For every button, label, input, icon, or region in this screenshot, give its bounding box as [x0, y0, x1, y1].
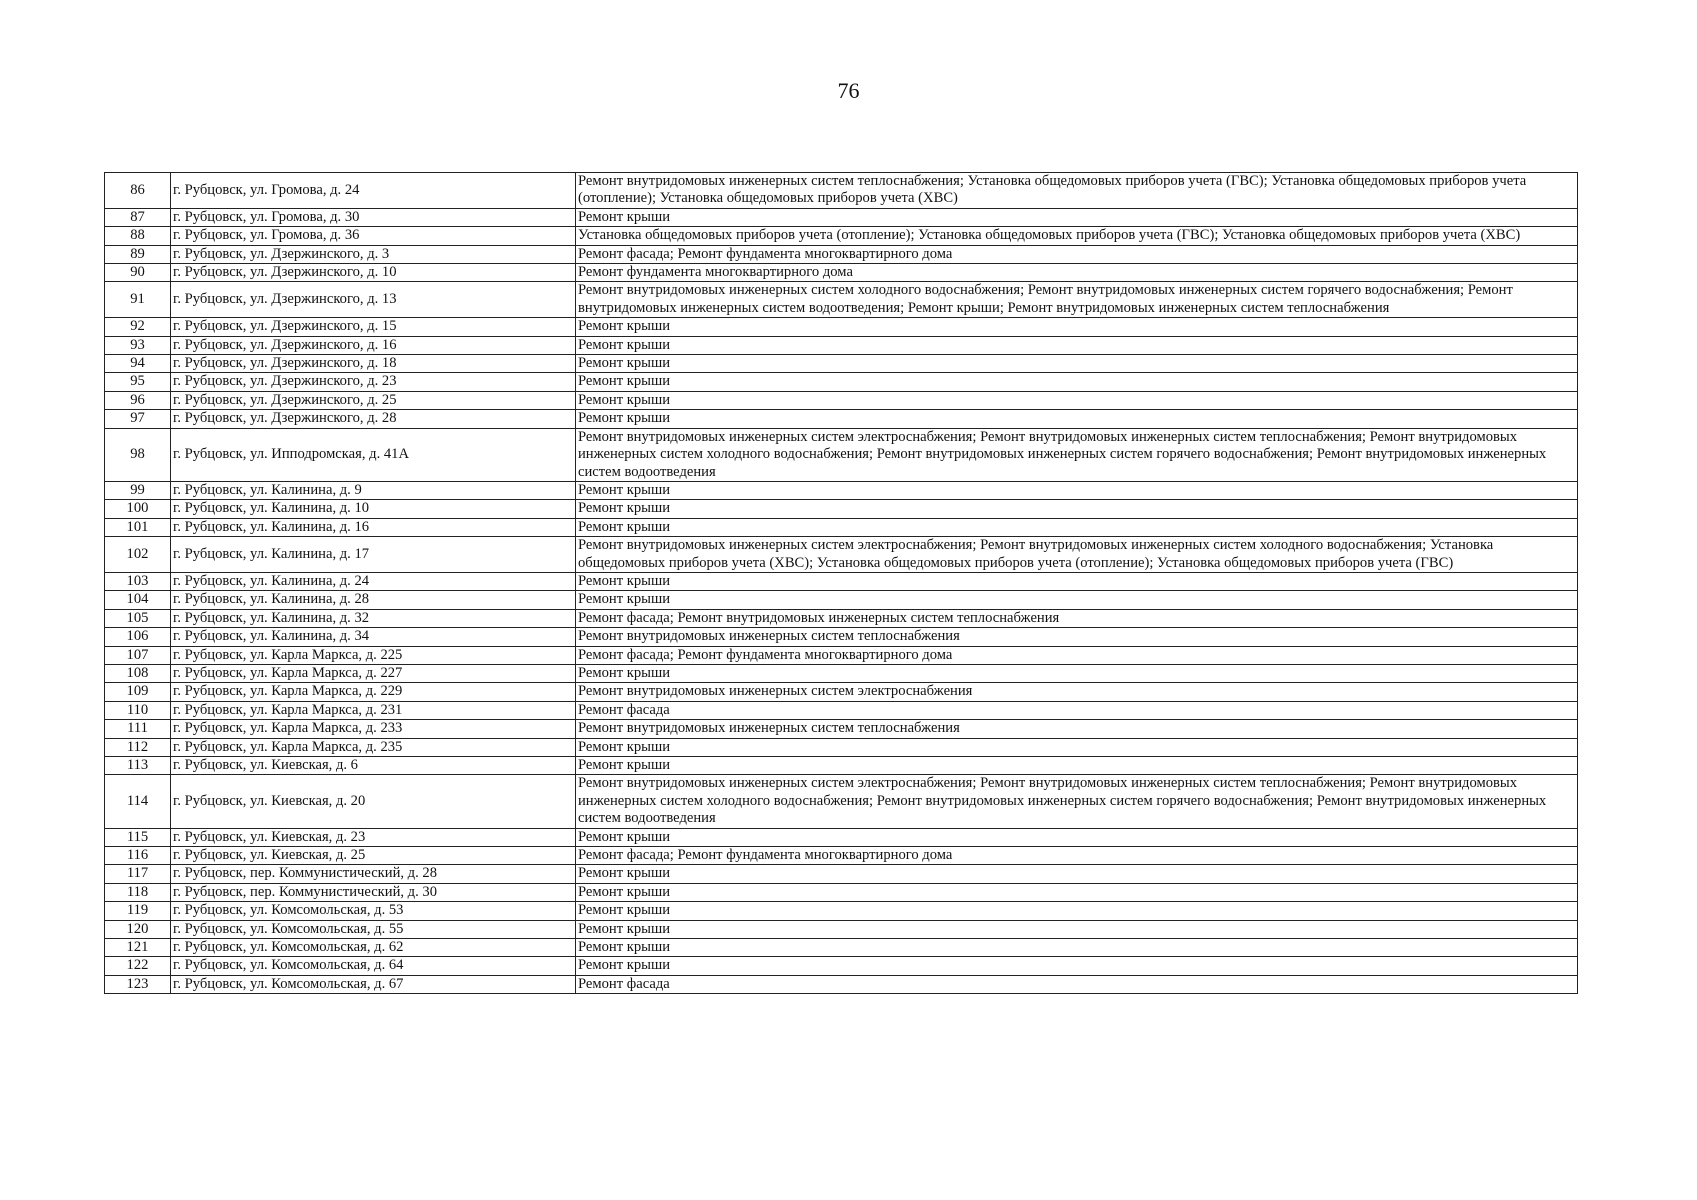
row-number: 123	[105, 975, 171, 993]
repair-works: Ремонт внутридомовых инженерных систем теплоснабжения	[576, 720, 1578, 738]
row-number: 96	[105, 391, 171, 409]
building-address: г. Рубцовск, пер. Коммунистический, д. 30	[171, 883, 576, 901]
building-address: г. Рубцовск, ул. Калинина, д. 10	[171, 500, 576, 518]
repair-works: Ремонт фасада	[576, 701, 1578, 719]
row-number: 116	[105, 847, 171, 865]
building-address: г. Рубцовск, ул. Карла Маркса, д. 227	[171, 664, 576, 682]
building-address: г. Рубцовск, ул. Карла Маркса, д. 235	[171, 738, 576, 756]
repair-works: Ремонт крыши	[576, 373, 1578, 391]
table-row	[105, 173, 1578, 209]
repair-works: Ремонт фасада	[576, 975, 1578, 993]
building-address: г. Рубцовск, ул. Калинина, д. 24	[171, 572, 576, 590]
table-row	[105, 336, 1578, 354]
row-number: 103	[105, 572, 171, 590]
table-body	[105, 173, 1578, 994]
table-row	[105, 847, 1578, 865]
row-number: 89	[105, 245, 171, 263]
repair-works: Ремонт крыши	[576, 664, 1578, 682]
repair-works: Ремонт крыши	[576, 481, 1578, 499]
table-row	[105, 355, 1578, 373]
row-number: 105	[105, 609, 171, 627]
table-row	[105, 902, 1578, 920]
repair-works: Ремонт внутридомовых инженерных систем электроснабжения; Ремонт внутридомовых инженерных систем теплоснабжения; Ремонт внутридомовых инженерных систем холодного водоснабжения; Ремонт внутридомовых инженерных систем горячего водоснабжения; Ремонт внутридомовых инженерных систем водоотведения	[576, 775, 1578, 828]
table-row	[105, 245, 1578, 263]
row-number: 120	[105, 920, 171, 938]
table-row	[105, 609, 1578, 627]
table-row	[105, 628, 1578, 646]
table-row	[105, 391, 1578, 409]
table-row	[105, 775, 1578, 828]
building-address: г. Рубцовск, ул. Киевская, д. 25	[171, 847, 576, 865]
row-number: 92	[105, 318, 171, 336]
building-address: г. Рубцовск, ул. Калинина, д. 9	[171, 481, 576, 499]
repair-works: Ремонт крыши	[576, 336, 1578, 354]
row-number: 109	[105, 683, 171, 701]
building-address: г. Рубцовск, ул. Дзержинского, д. 23	[171, 373, 576, 391]
row-number: 121	[105, 939, 171, 957]
table-row	[105, 537, 1578, 573]
table-row	[105, 957, 1578, 975]
building-address: г. Рубцовск, ул. Ипподромская, д. 41А	[171, 428, 576, 481]
building-address: г. Рубцовск, ул. Дзержинского, д. 25	[171, 391, 576, 409]
table-row	[105, 975, 1578, 993]
row-number: 104	[105, 591, 171, 609]
building-address: г. Рубцовск, ул. Дзержинского, д. 16	[171, 336, 576, 354]
row-number: 115	[105, 828, 171, 846]
row-number: 101	[105, 518, 171, 536]
building-address: г. Рубцовск, ул. Комсомольская, д. 53	[171, 902, 576, 920]
repair-works: Ремонт крыши	[576, 920, 1578, 938]
repair-works: Ремонт фасада; Ремонт фундамента многоквартирного дома	[576, 646, 1578, 664]
table-row	[105, 428, 1578, 481]
building-address: г. Рубцовск, ул. Комсомольская, д. 55	[171, 920, 576, 938]
repair-works: Ремонт крыши	[576, 865, 1578, 883]
row-number: 111	[105, 720, 171, 738]
repair-works: Ремонт крыши	[576, 957, 1578, 975]
table-row	[105, 683, 1578, 701]
repair-works: Ремонт крыши	[576, 391, 1578, 409]
table-row	[105, 664, 1578, 682]
building-address: г. Рубцовск, ул. Калинина, д. 34	[171, 628, 576, 646]
repair-works: Ремонт крыши	[576, 939, 1578, 957]
row-number: 94	[105, 355, 171, 373]
table-row	[105, 518, 1578, 536]
row-number: 108	[105, 664, 171, 682]
repair-works: Ремонт внутридомовых инженерных систем холодного водоснабжения; Ремонт внутридомовых инженерных систем горячего водоснабжения; Ремонт внутридомовых инженерных систем водоотведения; Ремонт крыши; Ремонт внутридомовых инженерных систем теплоснабжения	[576, 282, 1578, 318]
building-address: г. Рубцовск, ул. Громова, д. 30	[171, 208, 576, 226]
table-row	[105, 264, 1578, 282]
building-address: г. Рубцовск, ул. Дзержинского, д. 28	[171, 410, 576, 428]
row-number: 95	[105, 373, 171, 391]
table-row	[105, 701, 1578, 719]
building-address: г. Рубцовск, пер. Коммунистический, д. 28	[171, 865, 576, 883]
row-number: 91	[105, 282, 171, 318]
table-row	[105, 481, 1578, 499]
repair-works: Ремонт крыши	[576, 410, 1578, 428]
row-number: 118	[105, 883, 171, 901]
row-number: 110	[105, 701, 171, 719]
repair-works: Ремонт крыши	[576, 500, 1578, 518]
row-number: 122	[105, 957, 171, 975]
building-address: г. Рубцовск, ул. Дзержинского, д. 18	[171, 355, 576, 373]
table-row	[105, 591, 1578, 609]
building-address: г. Рубцовск, ул. Громова, д. 24	[171, 173, 576, 209]
building-address: г. Рубцовск, ул. Комсомольская, д. 64	[171, 957, 576, 975]
repair-works: Ремонт крыши	[576, 208, 1578, 226]
row-number: 106	[105, 628, 171, 646]
table-row	[105, 208, 1578, 226]
repair-works-table	[104, 172, 1578, 994]
table-row	[105, 757, 1578, 775]
repair-works: Ремонт фасада; Ремонт внутридомовых инженерных систем теплоснабжения	[576, 609, 1578, 627]
row-number: 99	[105, 481, 171, 499]
building-address: г. Рубцовск, ул. Карла Маркса, д. 233	[171, 720, 576, 738]
building-address: г. Рубцовск, ул. Дзержинского, д. 15	[171, 318, 576, 336]
table-row	[105, 373, 1578, 391]
repair-works: Ремонт крыши	[576, 572, 1578, 590]
repair-works: Ремонт внутридомовых инженерных систем электроснабжения; Ремонт внутридомовых инженерных систем холодного водоснабжения; Установка общедомовых приборов учета (ХВС); Установка общедомовых приборов учета (отопление); Установка общедомовых приборов учета (ГВС)	[576, 537, 1578, 573]
building-address: г. Рубцовск, ул. Киевская, д. 6	[171, 757, 576, 775]
row-number: 98	[105, 428, 171, 481]
row-number: 117	[105, 865, 171, 883]
row-number: 112	[105, 738, 171, 756]
repair-works: Ремонт крыши	[576, 591, 1578, 609]
table-row	[105, 646, 1578, 664]
repair-works: Ремонт внутридомовых инженерных систем электроснабжения; Ремонт внутридомовых инженерных систем теплоснабжения; Ремонт внутридомовых инженерных систем холодного водоснабжения; Ремонт внутридомовых инженерных систем горячего водоснабжения; Ремонт внутридомовых инженерных систем водоотведения	[576, 428, 1578, 481]
table-row	[105, 318, 1578, 336]
row-number: 100	[105, 500, 171, 518]
building-address: г. Рубцовск, ул. Комсомольская, д. 67	[171, 975, 576, 993]
repair-works: Ремонт крыши	[576, 518, 1578, 536]
repair-works: Ремонт внутридомовых инженерных систем электроснабжения	[576, 683, 1578, 701]
repair-works: Ремонт внутридомовых инженерных систем теплоснабжения; Установка общедомовых приборов учета (ГВС); Установка общедомовых приборов учета (отопление); Установка общедомовых приборов учета (ХВС)	[576, 173, 1578, 209]
table-row	[105, 738, 1578, 756]
table-row	[105, 883, 1578, 901]
row-number: 87	[105, 208, 171, 226]
building-address: г. Рубцовск, ул. Дзержинского, д. 10	[171, 264, 576, 282]
row-number: 86	[105, 173, 171, 209]
table-row	[105, 282, 1578, 318]
building-address: г. Рубцовск, ул. Киевская, д. 23	[171, 828, 576, 846]
table-row	[105, 410, 1578, 428]
table-row	[105, 500, 1578, 518]
building-address: г. Рубцовск, ул. Калинина, д. 32	[171, 609, 576, 627]
row-number: 93	[105, 336, 171, 354]
repair-works: Ремонт крыши	[576, 318, 1578, 336]
table-row	[105, 865, 1578, 883]
repair-works: Ремонт крыши	[576, 738, 1578, 756]
table-row	[105, 828, 1578, 846]
row-number: 107	[105, 646, 171, 664]
building-address: г. Рубцовск, ул. Карла Маркса, д. 225	[171, 646, 576, 664]
repair-works: Ремонт фундамента многоквартирного дома	[576, 264, 1578, 282]
repair-works: Ремонт фасада; Ремонт фундамента многоквартирного дома	[576, 245, 1578, 263]
repair-works: Ремонт крыши	[576, 757, 1578, 775]
building-address: г. Рубцовск, ул. Громова, д. 36	[171, 227, 576, 245]
repair-works: Ремонт крыши	[576, 883, 1578, 901]
repair-works: Установка общедомовых приборов учета (отопление); Установка общедомовых приборов учета (ГВС); Установка общедомовых приборов учета (ХВС)	[576, 227, 1578, 245]
table-row	[105, 920, 1578, 938]
building-address: г. Рубцовск, ул. Карла Маркса, д. 231	[171, 701, 576, 719]
row-number: 113	[105, 757, 171, 775]
row-number: 97	[105, 410, 171, 428]
building-address: г. Рубцовск, ул. Дзержинского, д. 13	[171, 282, 576, 318]
repair-works: Ремонт крыши	[576, 902, 1578, 920]
building-address: г. Рубцовск, ул. Карла Маркса, д. 229	[171, 683, 576, 701]
row-number: 90	[105, 264, 171, 282]
row-number: 102	[105, 537, 171, 573]
building-address: г. Рубцовск, ул. Калинина, д. 28	[171, 591, 576, 609]
building-address: г. Рубцовск, ул. Комсомольская, д. 62	[171, 939, 576, 957]
table-row	[105, 720, 1578, 738]
row-number: 88	[105, 227, 171, 245]
repair-works: Ремонт внутридомовых инженерных систем теплоснабжения	[576, 628, 1578, 646]
row-number: 114	[105, 775, 171, 828]
building-address: г. Рубцовск, ул. Дзержинского, д. 3	[171, 245, 576, 263]
building-address: г. Рубцовск, ул. Калинина, д. 17	[171, 537, 576, 573]
building-address: г. Рубцовск, ул. Калинина, д. 16	[171, 518, 576, 536]
table-row	[105, 939, 1578, 957]
building-address: г. Рубцовск, ул. Киевская, д. 20	[171, 775, 576, 828]
row-number: 119	[105, 902, 171, 920]
repair-works: Ремонт фасада; Ремонт фундамента многоквартирного дома	[576, 847, 1578, 865]
table-row	[105, 227, 1578, 245]
repair-works: Ремонт крыши	[576, 355, 1578, 373]
repair-works: Ремонт крыши	[576, 828, 1578, 846]
page-number: 76	[837, 78, 860, 103]
table-row	[105, 572, 1578, 590]
